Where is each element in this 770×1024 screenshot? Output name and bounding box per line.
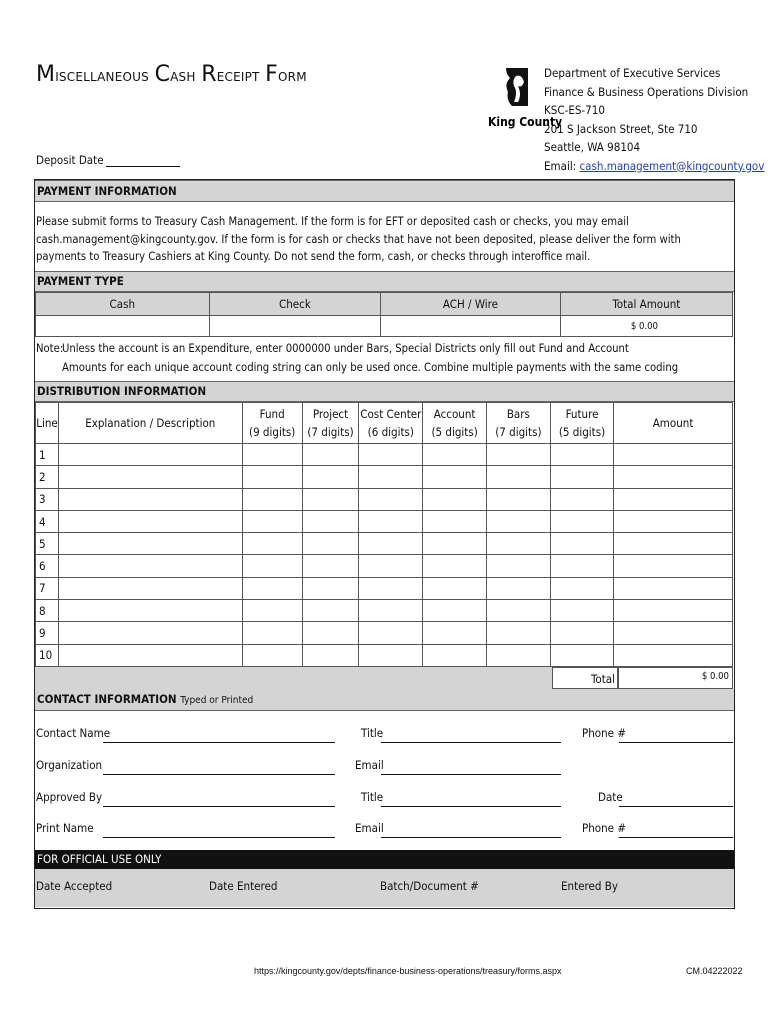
total-label: Total xyxy=(552,667,618,689)
official-use-box xyxy=(35,869,734,907)
organization-label: Organization xyxy=(36,758,103,772)
distribution-cell[interactable] xyxy=(302,444,358,466)
line-number: 10 xyxy=(36,644,59,666)
distribution-heading: DISTRIBUTION INFORMATION xyxy=(35,381,734,402)
distribution-cell[interactable] xyxy=(58,555,242,577)
col-future: Future (5 digits) xyxy=(550,403,613,444)
distribution-cell[interactable] xyxy=(58,644,242,666)
email-input-2[interactable] xyxy=(381,836,561,838)
col-project: Project (7 digits) xyxy=(302,403,358,444)
table-row xyxy=(36,533,733,555)
distribution-cell[interactable] xyxy=(58,600,242,622)
distribution-cell[interactable] xyxy=(423,466,486,488)
title-input-1[interactable] xyxy=(381,741,561,743)
distribution-cell[interactable] xyxy=(423,644,486,666)
contact-name-label: Contact Name xyxy=(36,726,111,740)
distribution-cell[interactable] xyxy=(614,533,733,555)
distribution-cell[interactable] xyxy=(550,555,613,577)
email-link[interactable]: cash.management@kingcounty.gov xyxy=(579,158,765,173)
distribution-cell[interactable] xyxy=(486,488,550,510)
distribution-table xyxy=(35,402,733,667)
title-label-1: Title xyxy=(361,726,384,740)
distribution-cell[interactable] xyxy=(302,644,358,666)
distribution-cell[interactable] xyxy=(58,488,242,510)
date-accepted-label: Date Accepted xyxy=(36,879,113,893)
distribution-cell[interactable] xyxy=(242,444,302,466)
print-name-input[interactable] xyxy=(103,836,335,838)
distribution-cell[interactable] xyxy=(486,444,550,466)
total-amount-value: $ 0.00 xyxy=(560,316,732,337)
page-title: Miscellaneous Cash Receipt Form xyxy=(36,62,307,87)
distribution-cell[interactable] xyxy=(242,466,302,488)
email-label-2: Email xyxy=(355,821,384,835)
email-label-1: Email xyxy=(355,758,384,772)
distribution-cell[interactable] xyxy=(242,622,302,644)
distribution-cell[interactable] xyxy=(614,622,733,644)
distribution-cell[interactable] xyxy=(614,466,733,488)
distribution-cell[interactable] xyxy=(58,622,242,644)
distribution-cell[interactable] xyxy=(58,577,242,599)
payment-type-table xyxy=(35,292,733,337)
table-row xyxy=(36,555,733,577)
line-number: 3 xyxy=(36,488,59,510)
distribution-cell[interactable] xyxy=(550,622,613,644)
table-row xyxy=(36,466,733,488)
distribution-cell[interactable] xyxy=(242,533,302,555)
col-line: Line xyxy=(36,403,59,444)
distribution-cell[interactable] xyxy=(486,644,550,666)
email-input-1[interactable] xyxy=(381,773,561,775)
table-row xyxy=(36,577,733,599)
distribution-cell[interactable] xyxy=(242,577,302,599)
contact-name-input[interactable] xyxy=(103,741,335,743)
distribution-cell[interactable] xyxy=(359,466,423,488)
distribution-cell[interactable] xyxy=(58,444,242,466)
distribution-cell[interactable] xyxy=(486,555,550,577)
distribution-cell[interactable] xyxy=(58,510,242,532)
distribution-cell[interactable] xyxy=(423,622,486,644)
check-input[interactable] xyxy=(209,316,381,337)
batch-document-label: Batch/Document # xyxy=(380,879,479,893)
col-cash: Cash xyxy=(36,293,210,316)
total-value: $ 0.00 xyxy=(618,667,733,689)
distribution-cell[interactable] xyxy=(242,644,302,666)
distribution-cell[interactable] xyxy=(550,577,613,599)
distribution-cell[interactable] xyxy=(614,600,733,622)
distribution-cell[interactable] xyxy=(302,466,358,488)
phone-label-1: Phone # xyxy=(582,726,627,740)
distribution-cell[interactable] xyxy=(242,488,302,510)
line-number: 5 xyxy=(36,533,59,555)
ach-wire-input[interactable] xyxy=(381,316,561,337)
title-input-2[interactable] xyxy=(381,805,561,807)
approved-by-input[interactable] xyxy=(103,805,335,807)
distribution-cell[interactable] xyxy=(58,533,242,555)
distribution-cell[interactable] xyxy=(486,466,550,488)
distribution-cell[interactable] xyxy=(359,644,423,666)
distribution-cell[interactable] xyxy=(359,488,423,510)
distribution-cell[interactable] xyxy=(302,533,358,555)
distribution-cell[interactable] xyxy=(423,510,486,532)
distribution-cell[interactable] xyxy=(302,622,358,644)
distribution-cell[interactable] xyxy=(423,555,486,577)
contact-heading: CONTACT INFORMATION Typed or Printed xyxy=(35,689,734,711)
king-county-logo-icon xyxy=(488,62,563,132)
distribution-cell[interactable] xyxy=(242,510,302,532)
department-address: Department of Executive Services Finance & Business Operations Division KSC-ES-710 201 S Jackson Street, Ste 710 Seattle, WA 98104 Email: cash.management@kingcounty.gov xyxy=(544,66,765,173)
distribution-cell[interactable] xyxy=(423,577,486,599)
deposit-date-field[interactable]: Deposit Date xyxy=(36,153,180,167)
distribution-cell[interactable] xyxy=(614,644,733,666)
line-number: 1 xyxy=(36,444,59,466)
distribution-cell[interactable] xyxy=(58,466,242,488)
distribution-cell[interactable] xyxy=(359,444,423,466)
col-bars: Bars (7 digits) xyxy=(486,403,550,444)
distribution-cell[interactable] xyxy=(614,555,733,577)
distribution-cell[interactable] xyxy=(359,555,423,577)
distribution-cell[interactable] xyxy=(614,510,733,532)
phone-input-2[interactable] xyxy=(619,836,733,838)
distribution-cell[interactable] xyxy=(302,488,358,510)
distribution-cell[interactable] xyxy=(423,488,486,510)
distribution-cell[interactable] xyxy=(302,600,358,622)
line-number: 9 xyxy=(36,622,59,644)
payment-instructions: Please submit forms to Treasury Cash Management. If the form is for EFT or deposited cash or checks, you may email cash.management@kingcounty.gov. If the form is for cash or checks that have not been deposited, please deliver the form with payments to Treasury Cashiers at King County. Do not send the form, cash, or checks through interoffice mail. xyxy=(36,215,681,263)
date-entered-label: Date Entered xyxy=(209,879,278,893)
table-row xyxy=(36,622,733,644)
distribution-cell[interactable] xyxy=(614,444,733,466)
table-row xyxy=(36,444,733,466)
distribution-cell[interactable] xyxy=(423,600,486,622)
form-frame xyxy=(34,179,735,909)
note-line-1: Unless the account is an Expenditure, enter 0000000 under Bars, Special Districts only fill out Fund and Account xyxy=(62,342,629,355)
table-row xyxy=(36,600,733,622)
distribution-cell[interactable] xyxy=(486,510,550,532)
svg-text:King County: King County xyxy=(488,115,563,129)
note-label: Note: xyxy=(36,342,64,355)
footer-url[interactable]: https://kingcounty.gov/depts/finance-business-operations/treasury/forms.aspx xyxy=(254,966,562,976)
distribution-cell[interactable] xyxy=(359,510,423,532)
distribution-cell[interactable] xyxy=(242,600,302,622)
distribution-cell[interactable] xyxy=(302,555,358,577)
print-name-label: Print Name xyxy=(36,821,94,835)
distribution-cell[interactable] xyxy=(359,600,423,622)
distribution-cell[interactable] xyxy=(302,510,358,532)
col-amount: Amount xyxy=(614,403,733,444)
distribution-cell[interactable] xyxy=(550,644,613,666)
col-explanation: Explanation / Description xyxy=(58,403,242,444)
title-label-2: Title xyxy=(361,790,384,804)
distribution-cell[interactable] xyxy=(550,510,613,532)
note-line-2: Amounts for each unique account coding string can only be used once. Combine multiple payments with the same coding xyxy=(62,361,679,374)
payment-information-heading: PAYMENT INFORMATION xyxy=(35,180,734,202)
distribution-cell[interactable] xyxy=(302,577,358,599)
phone-input-1[interactable] xyxy=(619,741,733,743)
distribution-cell[interactable] xyxy=(359,577,423,599)
distribution-cell[interactable] xyxy=(423,533,486,555)
distribution-cell[interactable] xyxy=(550,488,613,510)
line-number: 4 xyxy=(36,510,59,532)
table-row xyxy=(36,510,733,532)
phone-label-2: Phone # xyxy=(582,821,627,835)
payment-type-heading: PAYMENT TYPE xyxy=(35,271,734,292)
distribution-cell[interactable] xyxy=(423,444,486,466)
distribution-cell[interactable] xyxy=(614,577,733,599)
distribution-cell[interactable] xyxy=(550,444,613,466)
distribution-cell[interactable] xyxy=(486,600,550,622)
entered-by-label: Entered By xyxy=(561,879,618,893)
cash-input[interactable] xyxy=(36,316,210,337)
organization-input[interactable] xyxy=(103,773,335,775)
distribution-cell[interactable] xyxy=(550,466,613,488)
line-number: 8 xyxy=(36,600,59,622)
table-row xyxy=(36,488,733,510)
distribution-cell[interactable] xyxy=(359,533,423,555)
distribution-cell[interactable] xyxy=(486,622,550,644)
distribution-cell[interactable] xyxy=(550,600,613,622)
col-account: Account (5 digits) xyxy=(423,403,486,444)
col-fund: Fund (9 digits) xyxy=(242,403,302,444)
date-label: Date xyxy=(598,790,623,804)
line-number: 6 xyxy=(36,555,59,577)
distribution-cell[interactable] xyxy=(486,533,550,555)
distribution-cell[interactable] xyxy=(550,533,613,555)
form-code: CM.04222022 xyxy=(686,966,743,976)
col-ach-wire: ACH / Wire xyxy=(381,293,561,316)
distribution-cell[interactable] xyxy=(359,622,423,644)
col-total-amount: Total Amount xyxy=(560,293,732,316)
col-check: Check xyxy=(209,293,381,316)
table-row xyxy=(36,644,733,666)
distribution-cell[interactable] xyxy=(242,555,302,577)
king-county-logo xyxy=(488,62,563,132)
col-cost-center: Cost Center (6 digits) xyxy=(359,403,423,444)
approved-by-label: Approved By xyxy=(36,790,103,804)
date-input[interactable] xyxy=(619,805,733,807)
line-number: 2 xyxy=(36,466,59,488)
distribution-cell[interactable] xyxy=(486,577,550,599)
official-use-heading: FOR OFFICIAL USE ONLY xyxy=(35,850,734,869)
line-number: 7 xyxy=(36,577,59,599)
distribution-cell[interactable] xyxy=(614,488,733,510)
